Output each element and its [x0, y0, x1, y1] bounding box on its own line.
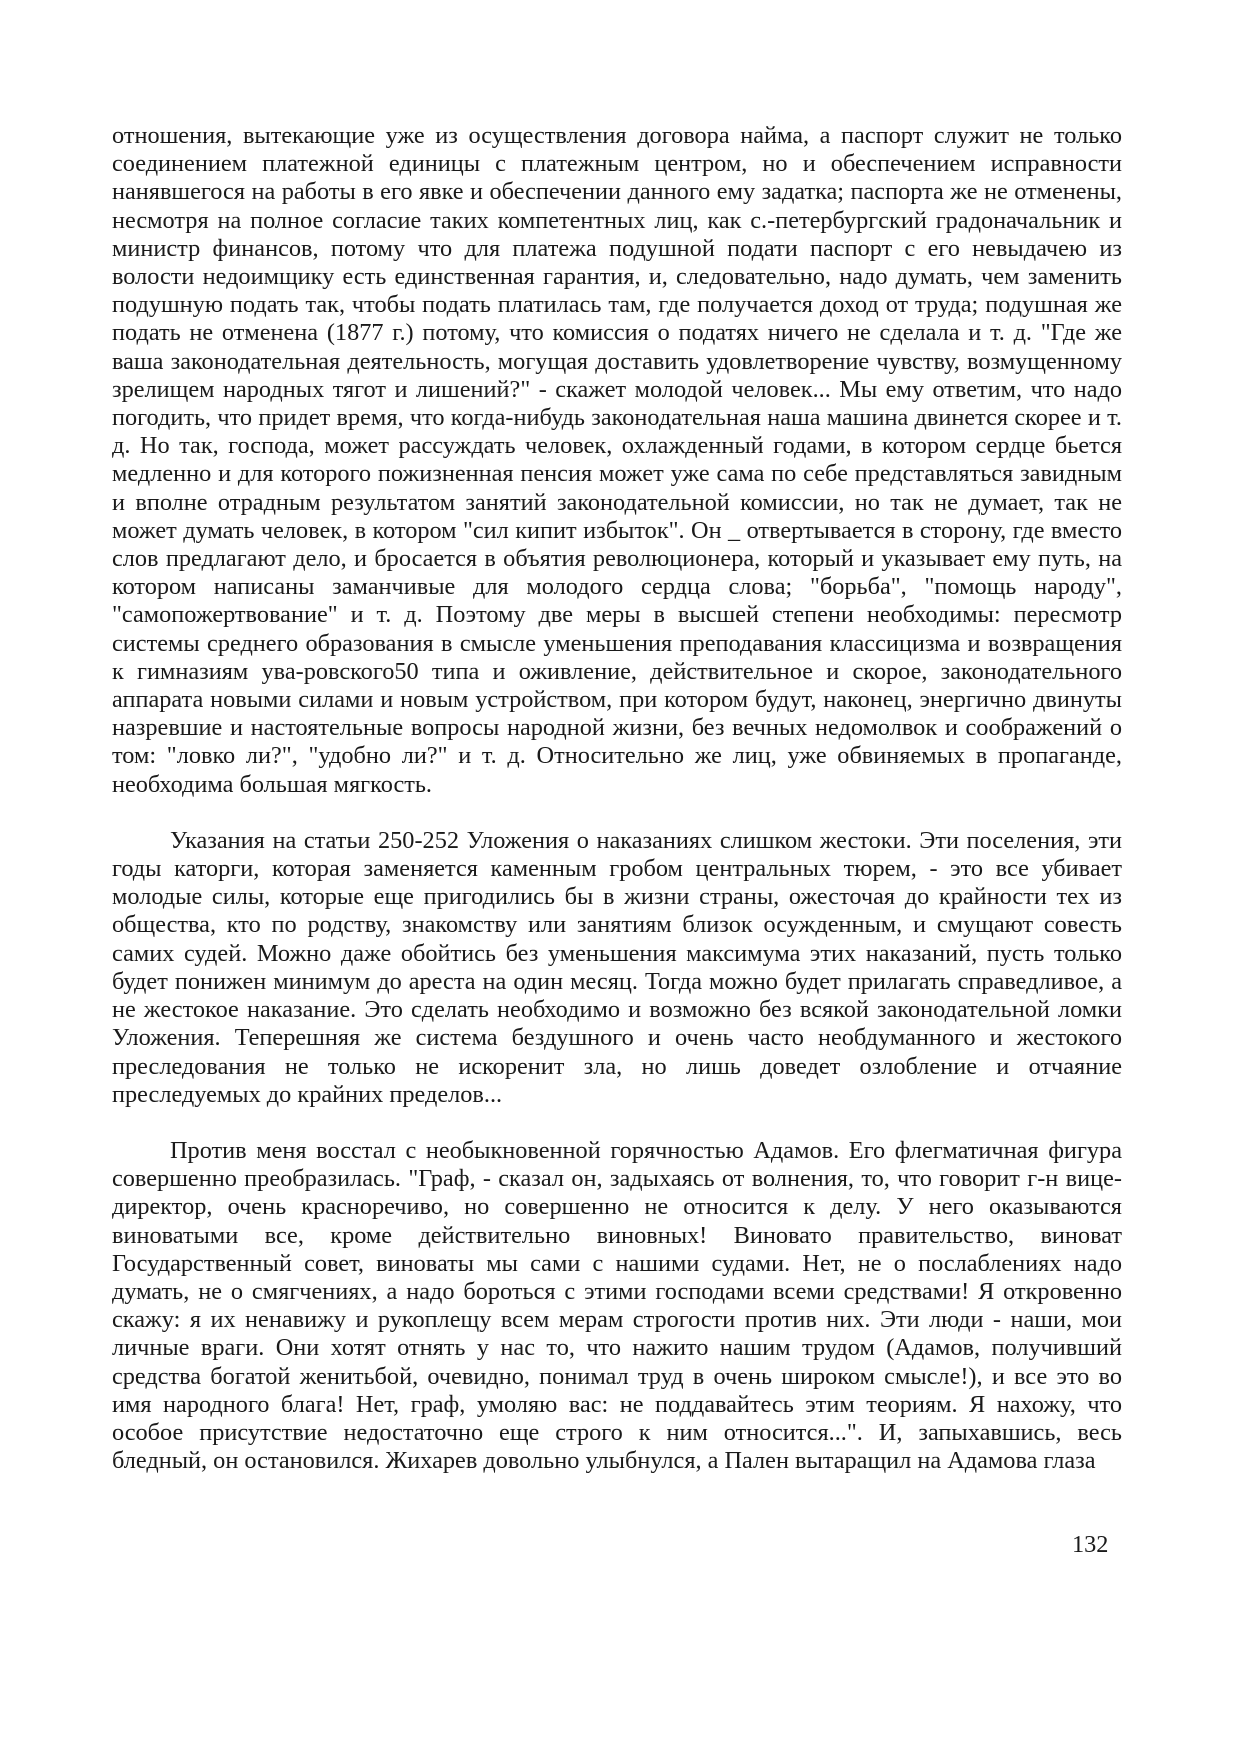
- paragraph-gap: [112, 1109, 1122, 1137]
- paragraph-3: Против меня восстал с необыкновенной горячностью Адамов. Его флегматичная фигура совершенно преобразилась. "Граф, - сказал он, задыхаясь от волнения, то, что говорит г-н вице-директор, очень красноречиво, но совершенно не относится к делу. У него оказываются виноватыми все, кроме действительно виновных! Виновато правительство, виноват Государственный совет, виноваты мы сами с нашими судами. Нет, не о послаблениях надо думать, не о смягчениях, а надо бороться с этими господами всеми средствами! Я откровенно скажу: я их ненавижу и рукоплещу всем мерам строгости против них. Эти люди - наши, мои личные враги. Они хотят отнять у нас то, что нажито нашим трудом (Адамов, получивший средства богатой женитьбой, очевидно, понимал труд в очень широком смысле!), и все это во имя народного блага! Нет, граф, умоляю вас: не поддавайтесь этим теориям. Я нахожу, что особое присутствие недостаточно еще строго к ним относится...". И, запыхавшись, весь бледный, он остановился. Жихарев довольно улыбнулся, а Пален вытаращил на Адамова глаза: [112, 1136, 1122, 1475]
- paragraph-gap: [112, 799, 1122, 827]
- paragraph-2: Указания на статьи 250-252 Уложения о наказаниях слишком жестоки. Эти поселения, эти годы каторги, которая заменяется каменным гробом центральных тюрем, - это все убивает молодые силы, которые еще пригодились бы в жизни страны, ожесточая до крайности тех из общества, кто по родству, знакомству или занятиям близок осужденным, и смущают совесть самих судей. Можно даже обойтись без уменьшения максимума этих наказаний, пусть только будет понижен минимум до ареста на один месяц. Тогда можно будет прилагать справедливое, а не жестокое наказание. Это сделать необходимо и возможно без всякой законодательной ломки Уложения. Теперешняя же система бездушного и очень часто необдуманного и жестокого преследования не только не искоренит зла, но лишь доведет озлобление и отчаяние преследуемых до крайних пределов...: [112, 826, 1122, 1108]
- paragraph-1: отношения, вытекающие уже из осуществления договора найма, а паспорт служит не только соединением платежной единицы с платежным центром, но и обеспечением исправности нанявшегося на работы в его явке и обеспечении данного ему задатка; паспорта же не отменены, несмотря на полное согласие таких компетентных лиц, как с.-петербургский градоначальник и министр финансов, потому что для платежа подушной подати паспорт с его невыдачею из волости недоимщику есть единственная гарантия, и, следовательно, надо думать, чем заменить подушную подать так, чтобы подать платилась там, где получается доход от труда; подушная же подать не отменена (1877 г.) потому, что комиссия о податях ничего не сделала и т. д. "Где же ваша законодательная деятельность, могущая доставить удовлетворение чувству, возмущенному зрелищем народных тягот и лишений?" - скажет молодой человек... Мы ему ответим, что надо погодить, что придет время, что когда-нибудь законодательная наша машина двинется скорее и т. д. Но так, господа, может рассуждать человек, охлажденный годами, в котором сердце бьется медленно и для которого пожизненная пенсия может уже сама по себе представляться завидным и вполне отрадным результатом занятий законодательной комиссии, но так не думает, так не может думать человек, в котором "сил кипит избыток". Он _ отвертывается в сторону, где вместо слов предлагают дело, и бросается в объятия революционера, который и указывает ему путь, на котором написаны заманчивые для молодого сердца слова; "борьба", "помощь народу", "самопожертвование" и т. д. Поэтому две меры в высшей степени необходимы: пересмотр системы среднего образования в смысле уменьшения преподавания классицизма и возвращения к гимназиям ува-ровского50 типа и оживление, действительное и скорое, законодательного аппарата новыми силами и новым устройством, при котором будут, наконец, энергично двинуты назревшие и настоятельные вопросы народной жизни, без вечных недомолвок и соображений о том: "ловко ли?", "удобно ли?" и т. д. Относительно же лиц, уже обвиняемых в пропаганде, необходима большая мягкость.: [112, 122, 1122, 798]
- document-body: [112, 122, 1122, 1475]
- page-number: 132: [1072, 1531, 1109, 1558]
